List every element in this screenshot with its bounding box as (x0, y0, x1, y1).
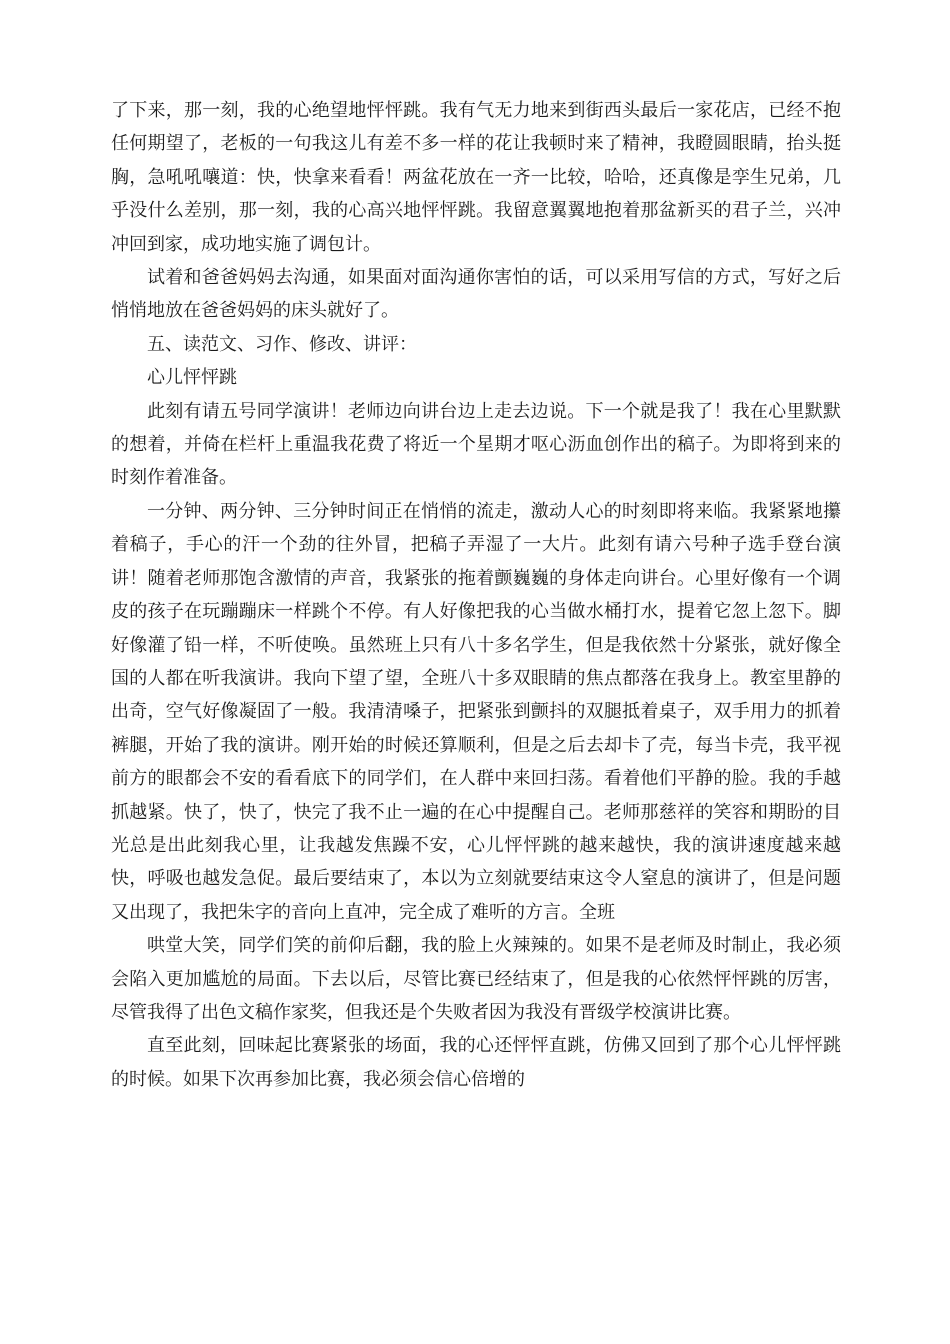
essay-paragraph-1: 此刻有请五号同学演讲！老师边向讲台边上走去边说。下一个就是我了！我在心里默默的想着，并倚在栏杆上重温我花费了将近一个星期才呕心沥血创作出的稿子。为即将到来的时刻作着准备。 (111, 400, 841, 489)
essay-paragraph-2: 一分钟、两分钟、三分钟时间正在悄悄的流走，激动人心的时刻即将来临。我紧紧地攥着稿子，手心的汗一个劲的往外冒，把稿子弄湿了一大片。此刻有请六号种子选手登台演讲！随着老师那饱含激情的声音，我紧张的拖着颤巍巍的身体走向讲台。心里好像有一个调皮的孩子在玩蹦蹦床一样跳个不停。有人好像把我的心当做水桶打水，提着它忽上忽下。脚好像灌了铅一样，不听使唤。虽然班上只有八十多名学生，但是我依然十分紧张，就好像全国的人都在听我演讲。我向下望了望，全班八十多双眼睛的焦点都落在我身上。教室里静的出奇，空气好像凝固了一般。我清清嗓子，把紧张到颤抖的双腿抵着桌子，双手用力的抓着裤腿，开始了我的演讲。刚开始的时候还算顺利，但是之后去却卡了壳，每当卡壳，我平视前方的眼都会不安的看看底下的同学们，在人群中来回扫荡。看着他们平静的脸。我的手越抓越紧。快了，快了，快完了我不止一遍的在心中提醒自己。老师那慈祥的笑容和期盼的目光总是出此刻我心里，让我越发焦躁不安，心儿怦怦跳的越来越快，我的演讲速度越来越快，呼吸也越发急促。最后要结束了，本以为立刻就要结束这令人窒息的演讲了，但是问题又出现了，我把朱字的音向上直冲，完全成了难听的方言。全班 (111, 500, 841, 923)
section-heading-5: 五、读范文、习作、修改、讲评： (147, 333, 417, 355)
document-body (111, 94, 841, 1096)
essay-title: 心儿怦怦跳 (147, 367, 237, 389)
paragraph-continued-story: 了下来，那一刻，我的心绝望地怦怦跳。我有气无力地来到街西头最后一家花店，已经不抱任何期望了，老板的一句我这儿有差不多一样的花让我顿时来了精神，我瞪圆眼睛，抬头挺胸，急吼吼嚷道：快，快拿来看看！两盆花放在一齐一比较，哈哈，还真像是孪生兄弟，几乎没什么差别，那一刻，我的心高兴地怦怦跳。我留意翼翼地抱着那盆新买的君子兰，兴冲冲回到家，成功地实施了调包计。 (111, 100, 841, 255)
essay-paragraph-3: 哄堂大笑，同学们笑的前仰后翻，我的脸上火辣辣的。如果不是老师及时制止，我必须会陷入更加尴尬的局面。下去以后，尽管比赛已经结束了，但是我的心依然怦怦跳的厉害，尽管我得了出色文稿作家奖，但我还是个失败者因为我没有晋级学校演讲比赛。 (111, 935, 841, 1023)
paragraph-communication-advice: 试着和爸爸妈妈去沟通，如果面对面沟通你害怕的话，可以采用写信的方式，写好之后悄悄地放在爸爸妈妈的床头就好了。 (111, 267, 841, 322)
essay-paragraph-4: 直至此刻，回味起比赛紧张的场面，我的心还怦怦直跳，仿佛又回到了那个心儿怦怦跳的时候。如果下次再参加比赛，我必须会信心倍增的 (111, 1035, 841, 1090)
